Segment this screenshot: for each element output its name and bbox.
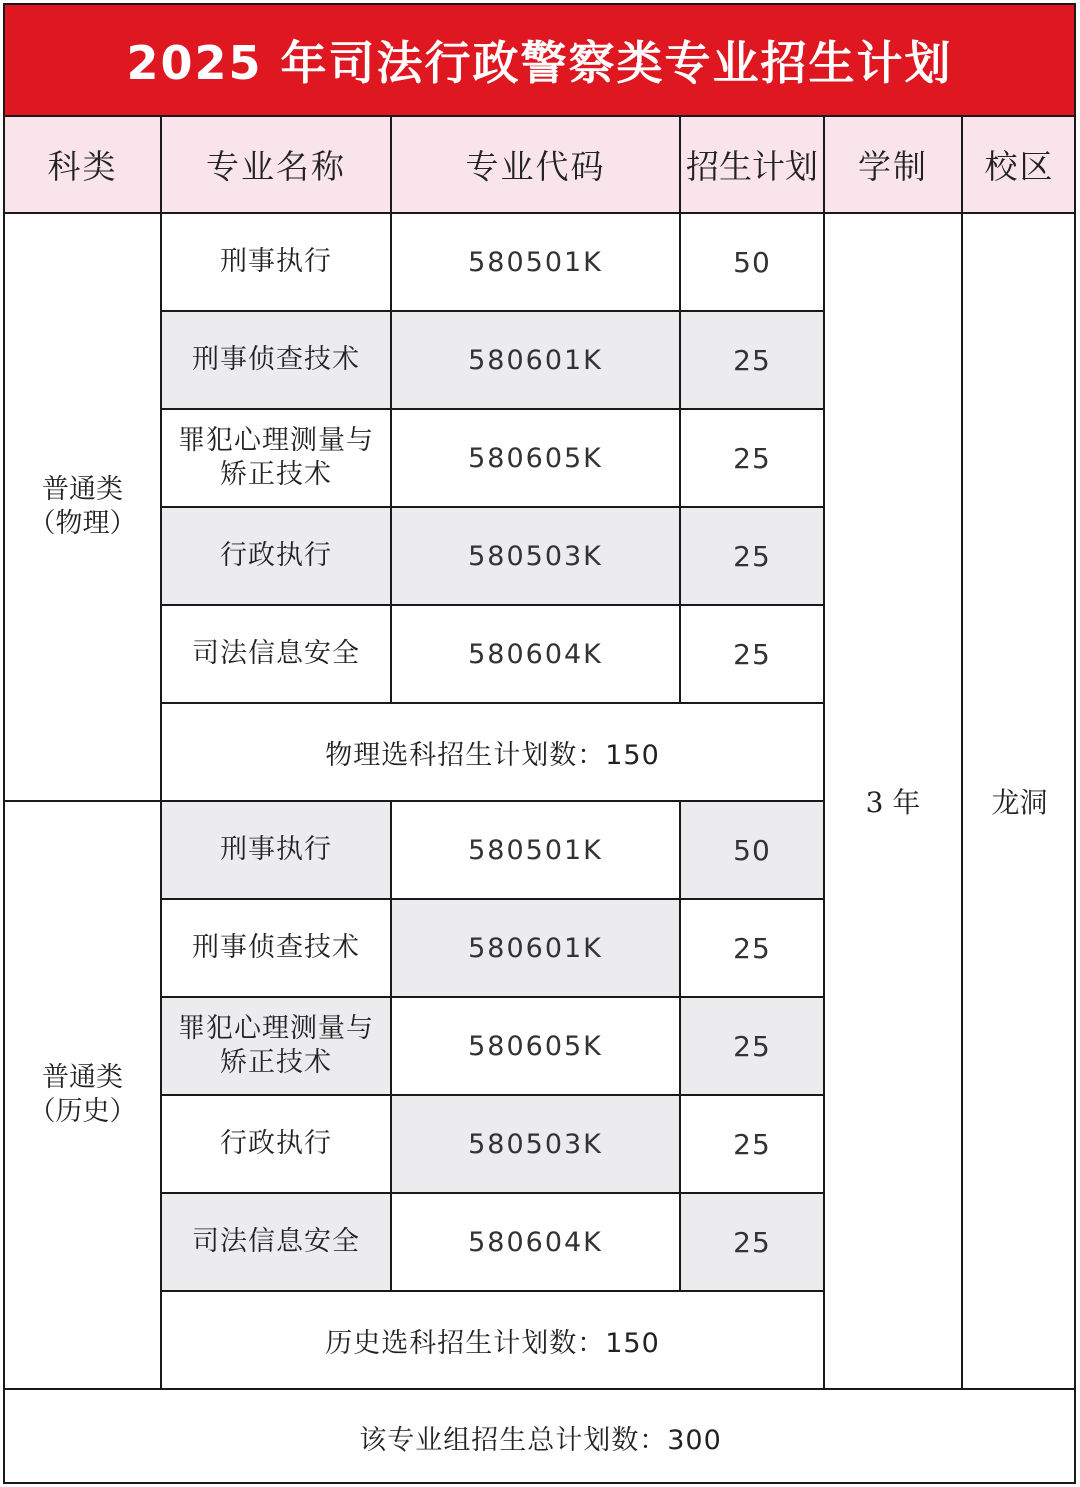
plan-count: 50 (680, 801, 824, 899)
plan-count: 25 (680, 997, 824, 1095)
header-category: 科类 (5, 117, 161, 213)
major-name (161, 997, 391, 1095)
page-title: 2025 年司法行政警察类专业招生计划 (5, 5, 1074, 117)
category-physics (5, 213, 161, 801)
subtotal-label: 历史选科招生计划数： (325, 1327, 606, 1359)
major-code: 580601K (391, 899, 680, 997)
plan-count: 25 (680, 1095, 824, 1193)
subtotal-label: 物理选科招生计划数： (325, 739, 606, 771)
header-duration: 学制 (824, 117, 962, 213)
duration-cell: 3 年 (824, 213, 962, 1389)
major-code: 580501K (391, 801, 680, 899)
subtotal-value: 150 (605, 1327, 660, 1359)
plan-count: 25 (680, 409, 824, 507)
major-name: 司法信息安全 (161, 605, 391, 703)
category-line: （历史） (28, 1096, 137, 1127)
major-name: 刑事侦查技术 (161, 899, 391, 997)
header-row (5, 117, 1076, 213)
subtotal-value: 150 (605, 739, 660, 771)
major-code: 580503K (391, 507, 680, 605)
major-name-line: 罪犯心理测量与 (178, 425, 374, 456)
major-code: 580501K (391, 213, 680, 311)
category-line: 普通类 (42, 474, 123, 505)
major-name: 司法信息安全 (161, 1193, 391, 1291)
plan-count: 25 (680, 1193, 824, 1291)
category-history (5, 801, 161, 1389)
plan-count: 50 (680, 213, 824, 311)
category-line: （物理） (28, 508, 137, 539)
major-name-line: 罪犯心理测量与 (178, 1013, 374, 1044)
major-code: 580605K (391, 409, 680, 507)
header-plan: 招生计划 (680, 117, 824, 213)
total-label: 该专业组招生总计划数： (359, 1425, 668, 1456)
plan-count: 25 (680, 311, 824, 409)
major-name: 刑事侦查技术 (161, 311, 391, 409)
major-code: 580605K (391, 997, 680, 1095)
major-code: 580601K (391, 311, 680, 409)
subtotal-physics (161, 703, 824, 801)
subtotal-history (161, 1291, 824, 1389)
header-major: 专业名称 (161, 117, 391, 213)
header-code: 专业代码 (391, 117, 680, 213)
major-name (161, 409, 391, 507)
plan-frame (3, 3, 1076, 1484)
enrollment-plan-table (5, 117, 1076, 1484)
total-row (5, 1389, 1076, 1484)
total-value: 300 (667, 1425, 722, 1456)
grand-total (5, 1389, 1076, 1484)
plan-count: 25 (680, 605, 824, 703)
campus-cell: 龙洞 (962, 213, 1076, 1389)
major-name: 刑事执行 (161, 213, 391, 311)
category-line: 普通类 (42, 1062, 123, 1093)
major-code: 580503K (391, 1095, 680, 1193)
plan-count: 25 (680, 899, 824, 997)
table-row (5, 213, 1076, 311)
major-code: 580604K (391, 605, 680, 703)
major-name: 行政执行 (161, 1095, 391, 1193)
header-campus: 校区 (962, 117, 1076, 213)
major-name-line: 矫正技术 (220, 1047, 332, 1078)
major-name: 行政执行 (161, 507, 391, 605)
major-code: 580604K (391, 1193, 680, 1291)
major-name: 刑事执行 (161, 801, 391, 899)
plan-count: 25 (680, 507, 824, 605)
major-name-line: 矫正技术 (220, 459, 332, 490)
